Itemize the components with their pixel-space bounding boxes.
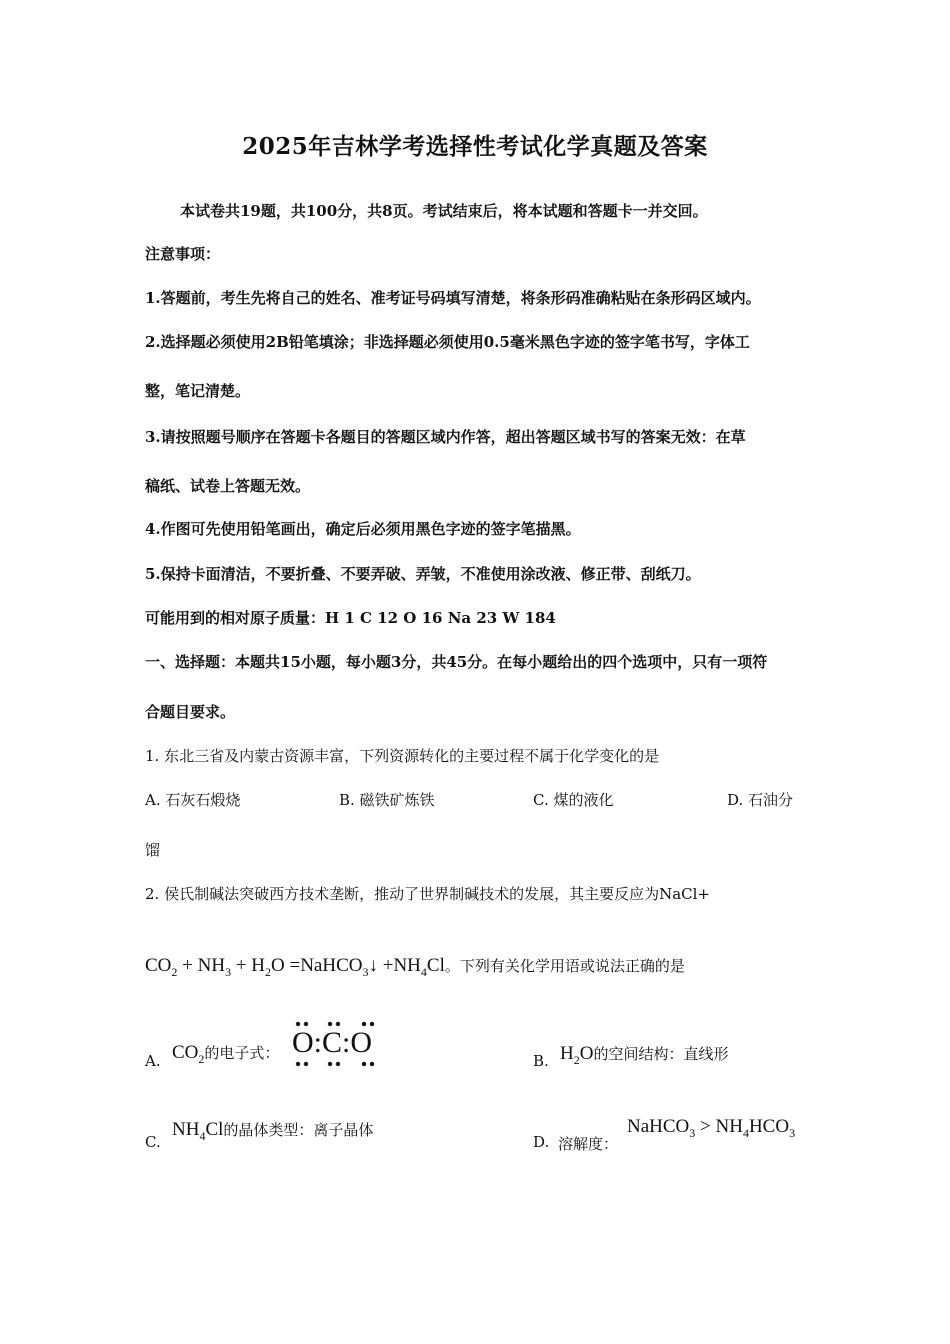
notice-1: 1.答题前，考生先将自己的姓名、准考证号码填写清楚，将条形码准确粘贴在条形码区域内。 — [145, 289, 761, 307]
q2-option-b-formula: $H_2O$的空间结构：直线形 — [560, 1043, 729, 1067]
q1-option-d: D. 石油分 — [727, 791, 794, 809]
co2-lewis-structure: O:C:O — [292, 1020, 392, 1070]
notice-2-line1: 2.选择题必须使用2B铅笔填涂；非选择题必须使用0.5毫米黑色字迹的签字笔书写，字体工 — [145, 333, 750, 351]
notice-2-line2: 整，笔记清楚。 — [145, 382, 251, 400]
q2-option-d-text: 溶解度： — [558, 1135, 619, 1153]
q2-option-d-label: D. — [533, 1133, 550, 1151]
q2-stem-end: 。下列有关化学用语或说法正确的是 — [444, 957, 685, 975]
q2-option-d-formula: NaHCO$_3$ > $NH_4HCO_3$ — [627, 1116, 796, 1140]
q2-option-a-formula: $CO_2$的电子式： — [172, 1042, 280, 1066]
atomic-masses: 可能用到的相对原子质量：H 1 C 12 O 16 Na 23 W 184 — [145, 609, 556, 627]
reaction-equation: $CO_2 + NH_3 + H_2O$ =NaHCO$_3$↓ $+NH_4Cl$ — [145, 955, 445, 979]
q2-option-b-label: B. — [533, 1052, 549, 1070]
q2-option-c-label: C. — [145, 1133, 161, 1151]
q2-option-a-label: A. — [145, 1052, 161, 1070]
q2-option-c-formula: $NH_4Cl$的晶体类型：离子晶体 — [172, 1119, 374, 1143]
lewis-dots — [292, 1020, 392, 1070]
intro-text: 本试卷共19题，共100分，共8页。考试结束后，将本试题和答题卡一并交回。 — [180, 202, 708, 220]
q1-option-d-continued: 馏 — [145, 841, 161, 859]
section1-line1: 一、选择题：本题共15小题，每小题3分，共45分。在每小题给出的四个选项中，只有一项符 — [145, 653, 768, 671]
q1-option-b: B. 磁铁矿炼铁 — [339, 791, 435, 809]
notice-4: 4.作图可先使用铅笔画出，确定后必须用黑色字迹的签字笔描黑。 — [145, 520, 581, 538]
page-title: 2025年吉林学考选择性考试化学真题及答案 — [242, 133, 708, 160]
q2-equation-line — [145, 955, 685, 980]
notice-heading: 注意事项： — [145, 245, 221, 263]
q1-stem: 1. 东北三省及内蒙古资源丰富，下列资源转化的主要过程不属于化学变化的是 — [145, 747, 660, 765]
notice-5: 5.保持卡面清洁，不要折叠、不要弄破、弄皱，不准使用涂改液、修正带、刮纸刀。 — [145, 565, 701, 583]
notice-3-line2: 稿纸、试卷上答题无效。 — [145, 477, 311, 495]
section1-line2: 合题目要求。 — [145, 703, 236, 721]
notice-3-line1: 3.请按照题号顺序在答题卡各题目的答题区域内作答，超出答题区域书写的答案无效：在草 — [145, 428, 746, 446]
q1-option-c: C. 煤的液化 — [533, 791, 614, 809]
q1-option-a: A. 石灰石煅烧 — [145, 791, 241, 809]
q2-stem: 2. 侯氏制碱法突破西方技术垄断，推动了世界制碱技术的发展，其主要反应为NaCl+ — [145, 885, 710, 903]
